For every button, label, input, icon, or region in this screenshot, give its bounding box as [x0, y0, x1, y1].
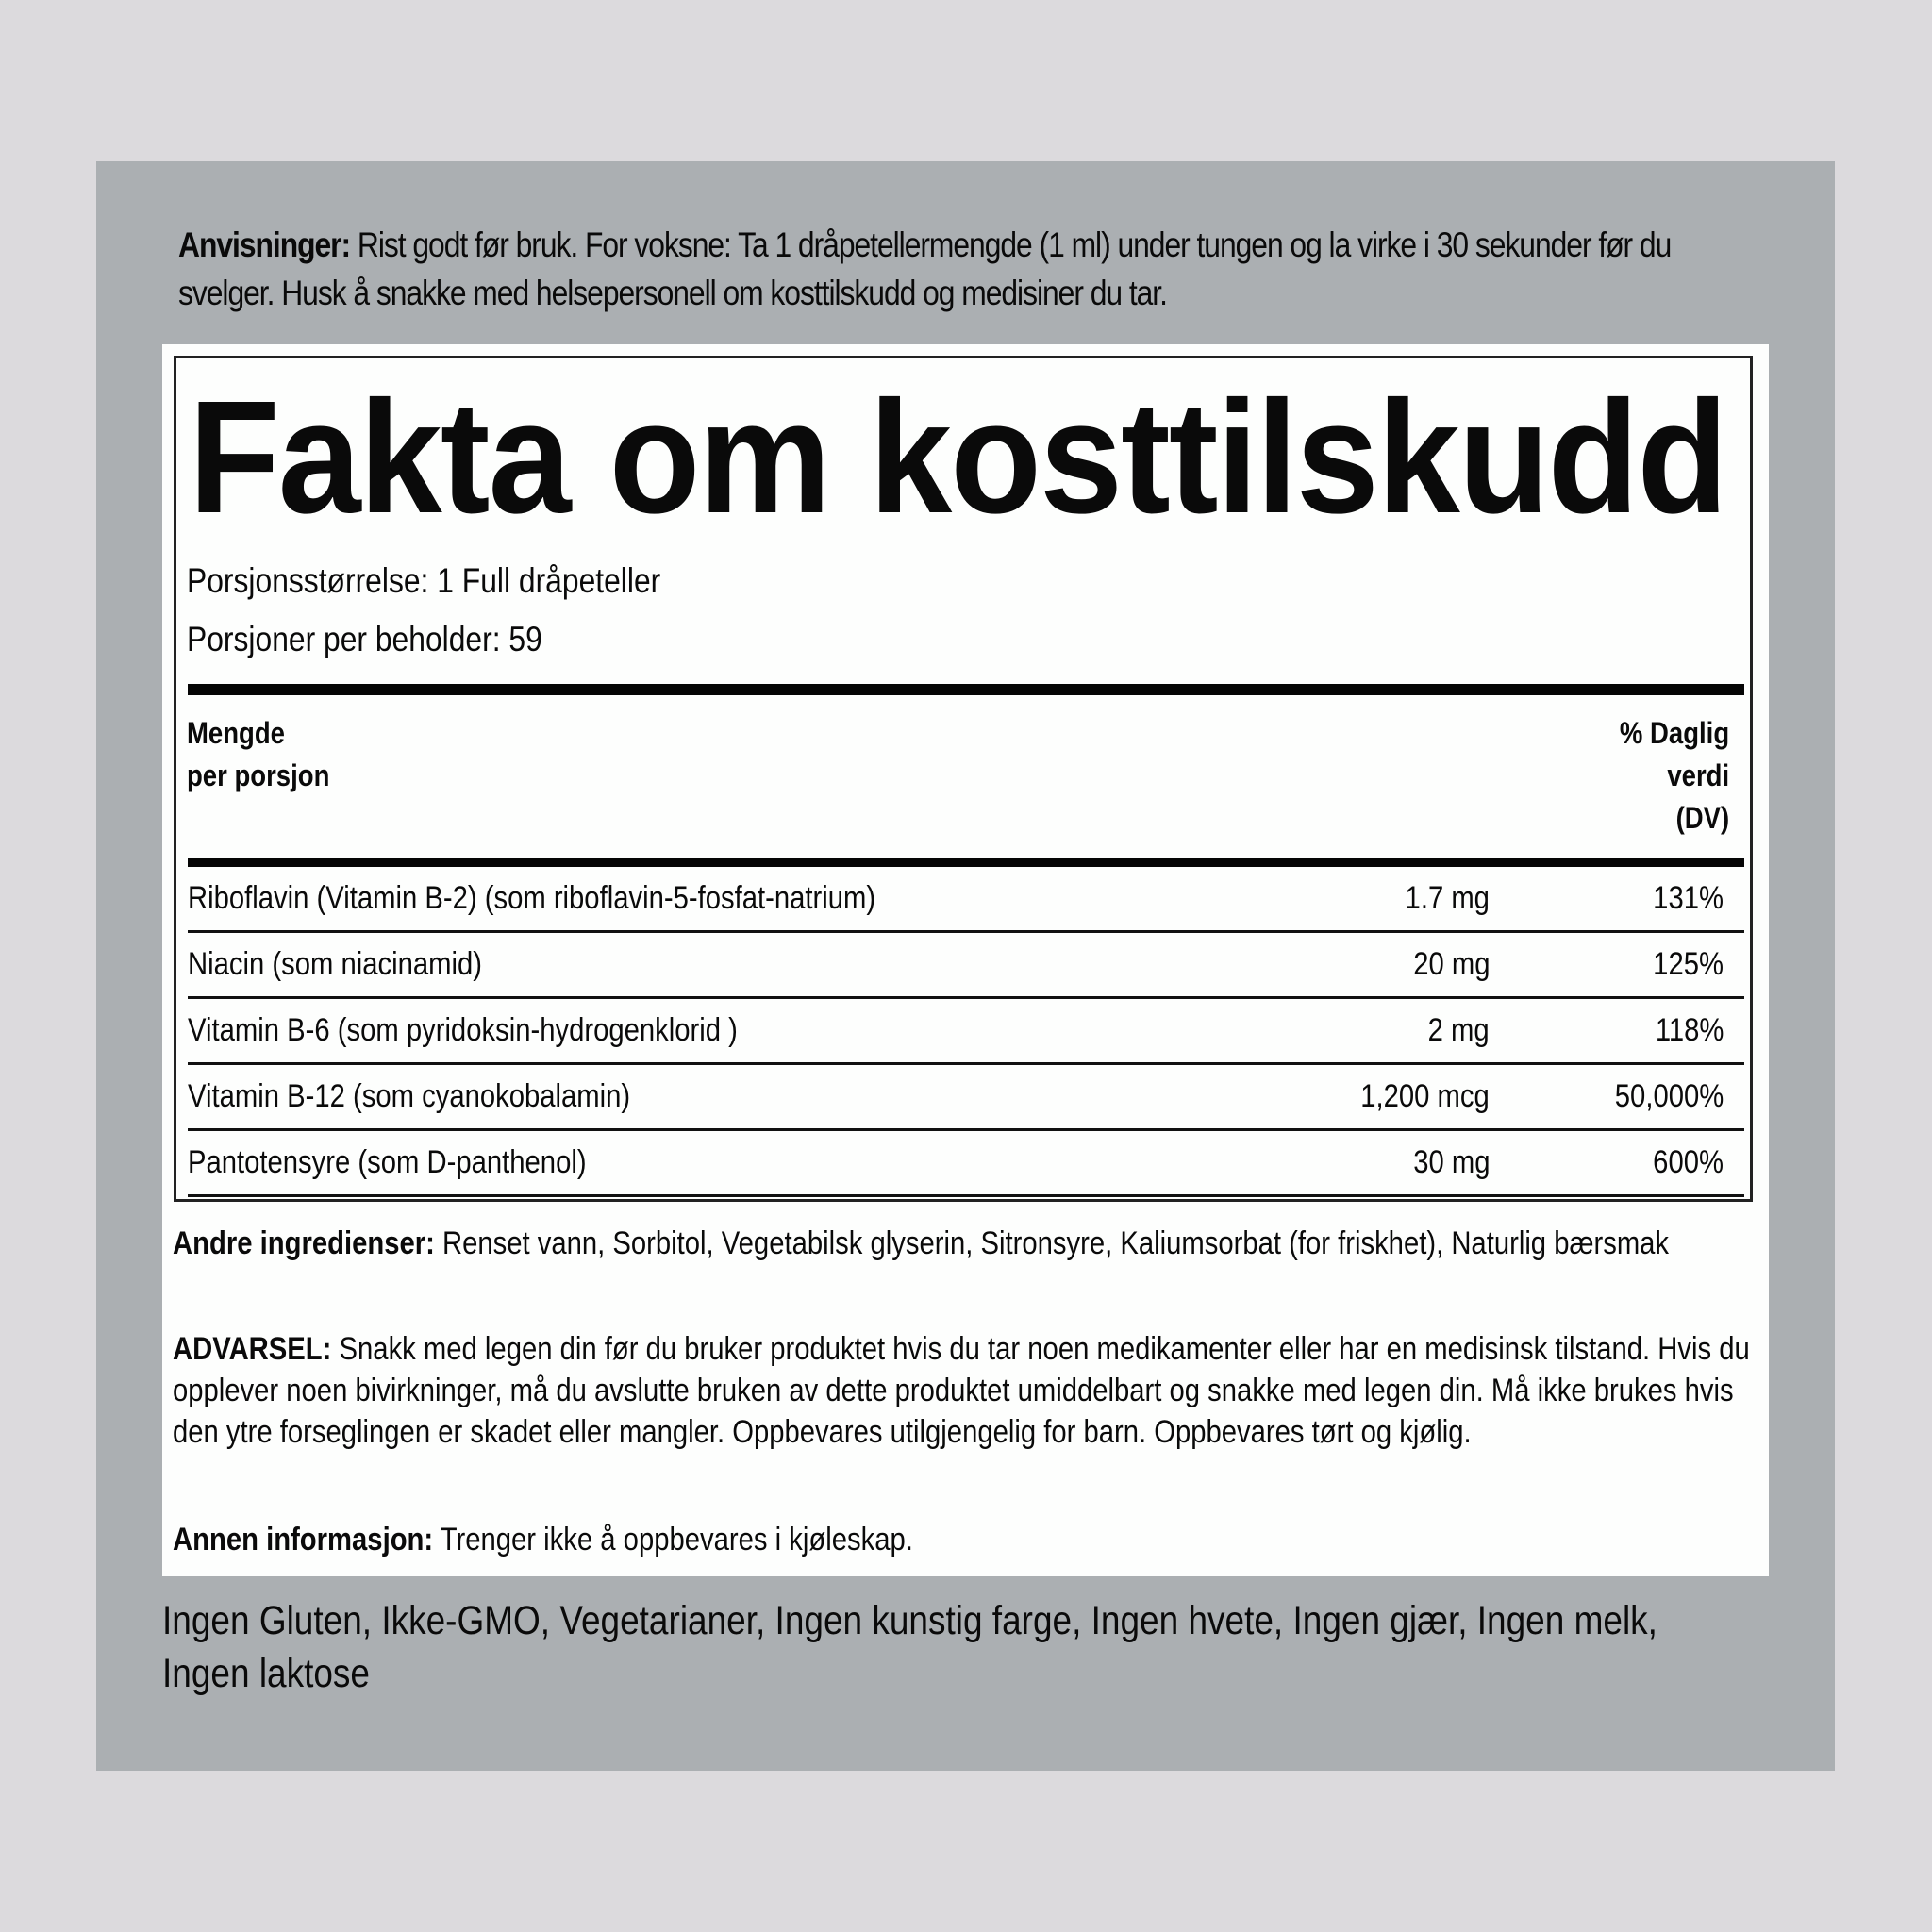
divider-thick: [188, 684, 1744, 695]
table-row: [188, 1065, 1744, 1131]
nutrient-dv: 118%: [1655, 1012, 1724, 1048]
serving-size: Porsjonsstørrelse: 1 Full dråpeteller: [187, 561, 661, 600]
nutrient-table: [188, 867, 1744, 1197]
nutrient-amount: 1.7 mg: [1405, 880, 1490, 916]
warning: [173, 1328, 1763, 1453]
divider-medium: [188, 858, 1744, 867]
other-information: [173, 1519, 1763, 1560]
dietary-claims: Ingen Gluten, Ikke-GMO, Vegetarianer, Ingen kunstig farge, Ingen hvete, Ingen gjær, Ingen melk, Ingen laktose: [162, 1598, 1657, 1696]
directions-label: Anvisninger:: [178, 225, 351, 264]
daily-value-header: [1620, 712, 1729, 840]
table-row: [188, 1131, 1744, 1197]
nutrient-dv: 600%: [1653, 1144, 1724, 1180]
header-left-line1: Mengde: [187, 716, 285, 750]
nutrient-name: Niacin (som niacinamid): [188, 946, 482, 982]
nutrient-name: Riboflavin (Vitamin B-2) (som riboflavin-5-fosfat-natrium): [188, 880, 876, 916]
table-row: [188, 867, 1744, 933]
header-right-line1: % Daglig: [1619, 716, 1729, 750]
directions-body: Rist godt før bruk. For voksne: Ta 1 dråpetellermengde (1 ml) under tungen og la virke i 30 sekunder før du svelger. Husk å snakke med helsepersonell om kosttilskudd og medisiner du tar.: [178, 225, 1672, 312]
nutrient-amount: 2 mg: [1427, 1012, 1490, 1048]
other-ingredients-text: Renset vann, Sorbitol, Vegetabilsk glyserin, Sitronsyre, Kaliumsorbat (for friskhet), Naturlig bærsmak: [434, 1225, 1670, 1261]
directions-text: [178, 221, 1744, 317]
table-row: [188, 999, 1744, 1065]
servings-per-container: Porsjoner per beholder: 59: [187, 620, 542, 658]
other-information-label: Annen informasjon:: [173, 1522, 434, 1557]
nutrient-amount: 30 mg: [1412, 1144, 1490, 1180]
other-ingredients-label: Andre ingredienser:: [173, 1225, 435, 1261]
header-right-line2: verdi: [1667, 758, 1729, 792]
warning-label: ADVARSEL:: [173, 1331, 332, 1367]
facts-title: Fakta om kosttilskudd: [189, 368, 1727, 547]
header-right-line3: (DV): [1675, 801, 1729, 835]
nutrient-dv: 131%: [1653, 880, 1724, 916]
nutrient-amount: 20 mg: [1412, 946, 1490, 982]
supplement-facts-label: [162, 344, 1769, 1576]
nutrient-amount: 1,200 mcg: [1360, 1078, 1490, 1114]
header-left-line2: per porsjon: [187, 758, 330, 792]
nutrient-name: Vitamin B-12 (som cyanokobalamin): [188, 1078, 631, 1114]
nutrient-dv: 125%: [1653, 946, 1724, 982]
nutrient-name: Vitamin B-6 (som pyridoksin-hydrogenklorid ): [188, 1012, 738, 1048]
nutrient-dv: 50,000%: [1614, 1078, 1724, 1114]
nutrient-name: Pantotensyre (som D-panthenol): [188, 1144, 587, 1180]
other-ingredients: [173, 1223, 1763, 1264]
table-row: [188, 933, 1744, 999]
other-information-text: Trenger ikke å oppbevares i kjøleskap.: [433, 1522, 913, 1557]
supplement-facts-box: [174, 356, 1753, 1202]
warning-text: Snakk med legen din før du bruker produktet hvis du tar noen medikamenter eller har en medisinsk tilstand. Hvis du opplever noen bivirkninger, må du avslutte bruken av dette produktet umiddelbart og snakke med legen din. Må ikke brukes hvis den ytre forseglingen er skadet eller mangler. Oppbevares utilgjengelig for barn. Oppbevares tørt og kjølig.: [173, 1331, 1750, 1450]
amount-per-serving-header: [187, 712, 329, 797]
